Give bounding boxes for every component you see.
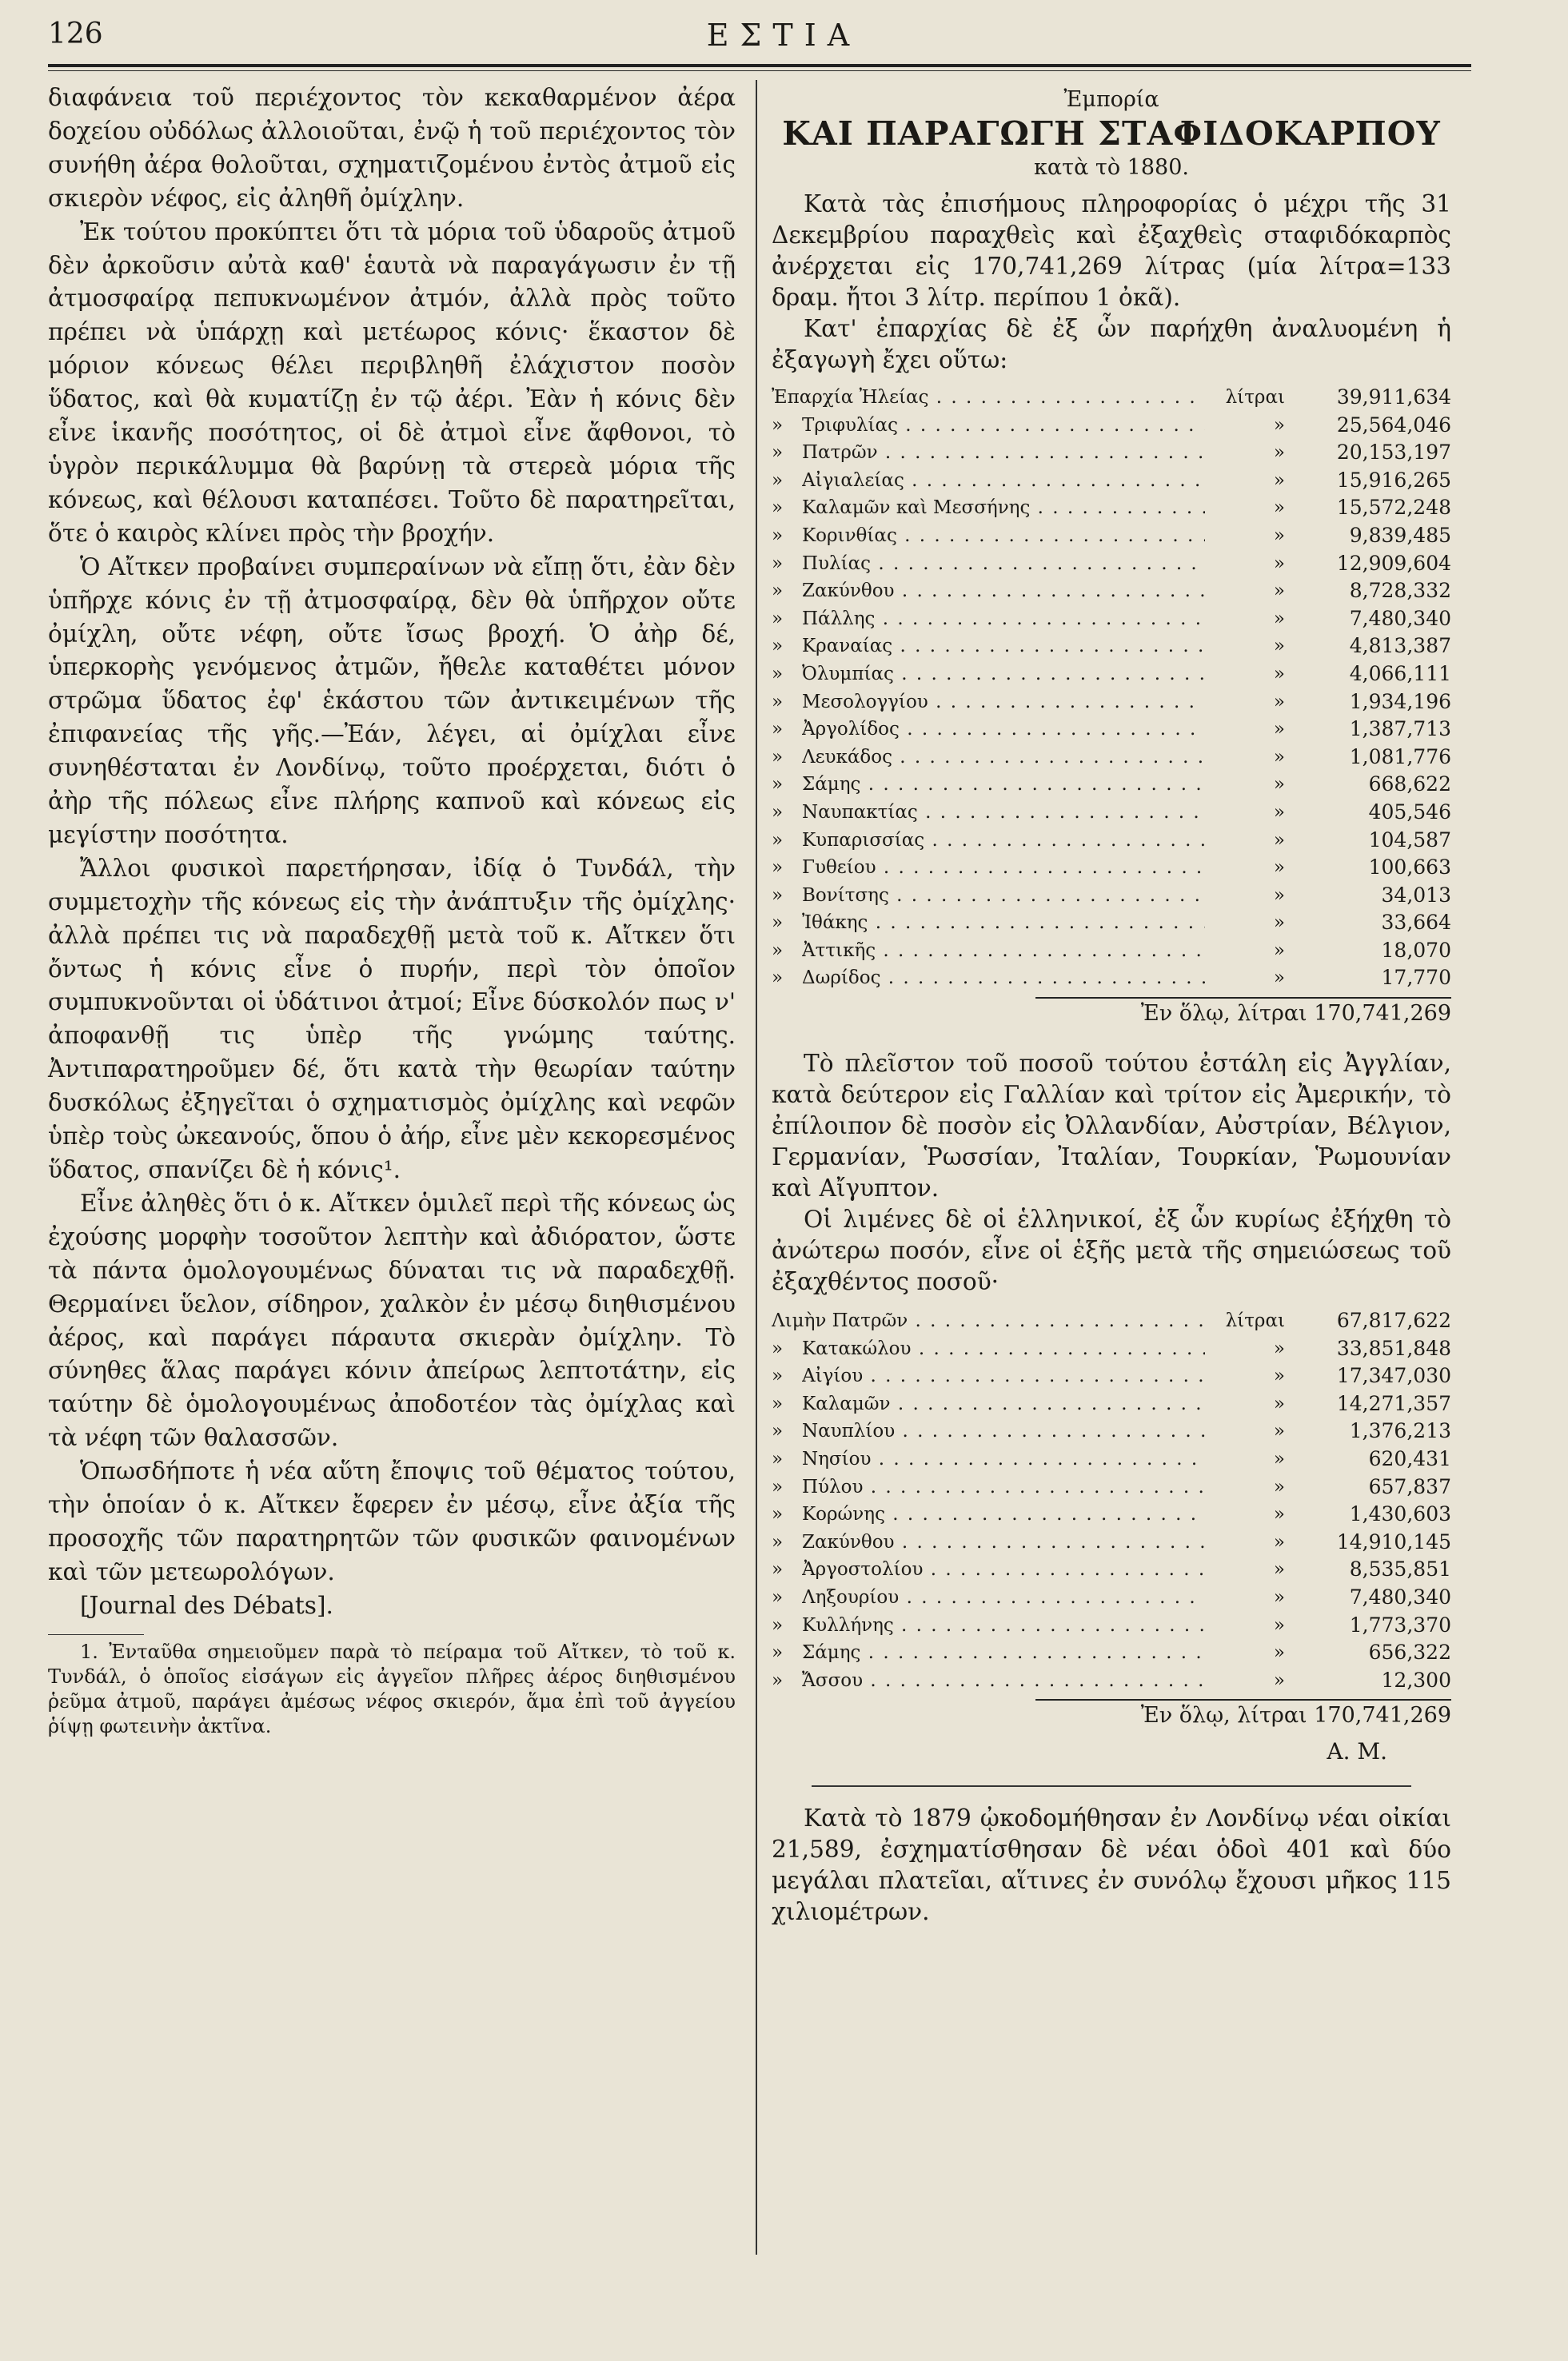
row-value: 657,837 [1368,1474,1451,1498]
row-value: 39,911,634 [1336,385,1451,409]
ditto-mark: » [772,1614,784,1636]
row-unit: » [1273,636,1285,657]
row-unit: » [1273,1531,1285,1553]
table-row [772,964,1451,992]
ditto-mark: » [772,774,784,796]
running-title: ΕΣΤΙΑ [706,18,861,53]
row-value: 17,770 [1381,966,1451,990]
row-name: Ἀττικῆς . . . [802,937,1205,965]
row-name: Κατακώλου . . . [802,1335,1205,1363]
left-column [48,82,736,1739]
row-value: 14,271,357 [1336,1391,1451,1415]
row-value: 67,817,622 [1336,1309,1451,1333]
row-name: Ναυπακτίας . . . [802,799,1205,827]
province-table [772,384,1451,992]
spacer [772,1029,1451,1048]
article-title: ΚΑΙ ΠΑΡΑΓΩΓΗ ΣΤΑΦΙΔΟΚΑΡΠΟΥ [782,114,1441,153]
row-value: 17,347,030 [1336,1364,1451,1388]
row-unit: » [1273,1504,1285,1525]
ditto-mark: » [772,552,784,574]
row-value: 9,839,485 [1349,523,1451,547]
row-unit: » [1273,746,1285,768]
signature: Α. Μ. [1327,1738,1387,1765]
row-name: Πατρῶν . . . [802,439,1205,467]
table-row [772,1307,1451,1335]
row-name: Πάλλης . . . [802,605,1205,633]
row-name: Δωρίδος . . . [802,964,1205,992]
ditto-mark: » [772,1393,784,1414]
row-unit: » [1273,552,1285,574]
row-name: Κορινθίας . . . [802,522,1205,550]
paragraph: Ὁ Αἴτκεν προβαίνει συμπεραίνων νὰ εἴπῃ ὅτι, ἐὰν δὲν ὑπῆρχε κόνις ἐν τῇ ἀτμοσφαίρᾳ, δὲν θὰ ὑπῆρχον οὔτε ὀμίχλη, οὔτε νέφη, οὔτε ἴσως βροχή. Ὁ ἀὴρ δέ, ὑπερκορὴς γενόμενος ἀτμῶν, ἤθελε καταθέτει μόνον στρῶμα ὕδατος ἐφ' ἑκάστου τῶν ἀντικειμένων τῆς ἐπιφανείας τῆς γῆς.—Ἐάν, λέγει, αἱ ὀμίχλαι εἶνε συνηθέσταται ἐν Λονδίνῳ, τοῦτο προέρχεται, διότι ὁ ἀὴρ τῆς πόλεως εἶνε πλήρης καπνοῦ καὶ κόνεως εἰς μεγίστην ποσότητα. [48,552,736,848]
row-unit: » [1273,967,1285,989]
ditto-mark: » [772,636,784,657]
row-unit: » [1273,580,1285,602]
ditto-mark: » [772,1338,784,1359]
page-header [48,11,1519,59]
ditto-mark: » [772,1449,784,1470]
row-name: Γυθείου . . . [802,854,1205,882]
row-value: 12,909,604 [1336,551,1451,575]
row-name: Λιμὴν Πατρῶν . . . [772,1307,1205,1335]
column-divider [756,80,757,2255]
row-unit: λίτραι [1225,1310,1285,1332]
row-value: 8,535,851 [1349,1557,1451,1581]
table-row [772,1529,1451,1557]
source-credit: [Journal des Débats]. [80,1591,333,1619]
row-value: 33,664 [1381,911,1451,935]
row-name: Σάμης . . . [802,771,1205,799]
ditto-mark: » [772,608,784,629]
ditto-mark: » [772,719,784,740]
row-name: Κορώνης . . . [802,1501,1205,1529]
row-name: Νησίου . . . [802,1446,1205,1474]
footnote-rule [48,1634,144,1635]
row-name: Ζακύνθου . . . [802,577,1205,605]
section-separator [812,1785,1411,1787]
row-unit: » [1273,1393,1285,1414]
table-row [772,909,1451,937]
row-unit: » [1273,1476,1285,1498]
header-rule [48,64,1471,67]
row-unit: » [1273,1559,1285,1581]
paragraph: διαφάνεια τοῦ περιέχοντος τὸν κεκαθαρμένον ἀέρα δοχείου οὐδόλως ἀλλοιοῦται, ἐνῷ ἡ τοῦ περιέχοντος τὸν συνήθη ἀέρα θολοῦται, σχηματιζομένου ἐντὸς ἀτμοῦ εἰς σκιερὸν νέφος, εἰς ἀληθῆ ὀμίχλην. [48,84,736,212]
port-table [772,1307,1451,1694]
row-unit: » [1273,1449,1285,1470]
table-row [772,1556,1451,1584]
row-name: Σάμης . . . [802,1639,1205,1667]
table-row [772,412,1451,440]
ditto-mark: » [772,1587,784,1608]
row-name: Ἀργοστολίου . . . [802,1556,1205,1584]
row-unit: » [1273,1669,1285,1691]
row-unit: » [1273,469,1285,491]
row-value: 1,934,196 [1349,689,1451,713]
row-value: 33,851,848 [1336,1336,1451,1360]
ditto-mark: » [772,524,784,546]
ditto-mark: » [772,746,784,768]
table-row [772,1335,1451,1363]
paragraph: Ἄλλοι φυσικοὶ παρετήρησαν, ἰδίᾳ ὁ Τυνδάλ, τὴν συμμετοχὴν τῆς κόνεως εἰς τὴν ἀνάπτυξιν τῆς ὀμίχλης· ἀλλὰ πρέπει τις νὰ παραδεχθῇ μετὰ τοῦ κ. Αἴτκεν ὅτι ὄντως ἡ κόνις εἶνε ὁ πυρήν, περὶ τὸν ὁποῖον συμπυκνοῦνται οἱ ὑδάτινοι ἀτμοί; Εἶνε δύσκολόν πως ν' ἀποφανθῇ τις ὑπὲρ τῆς γνώμης ταύτης. Ἀντιπαρατηροῦμεν δέ, ὅτι κατὰ τὴν θεωρίαν ταύτην δυσκόλως ἐξηγεῖται ὁ σχηματισμὸς ὀμίχλης καὶ νεφῶν ὑπὲρ τοὺς ὠκεανούς, ὅπου ὁ ἀήρ, εἶνε μὲν κεκορεσμένος ὕδατος, σπανίζει δὲ ἡ κόνις¹. [48,854,736,1183]
row-unit: » [1273,939,1285,961]
row-name: Κυπαρισσίας . . . [802,827,1205,855]
header-rule-thin [48,70,1471,71]
row-unit: » [1273,1338,1285,1359]
paragraph: Ὁπωσδήποτε ἡ νέα αὕτη ἔποψις τοῦ θέματος τούτου, τὴν ὁποίαν ὁ κ. Αἴτκεν ἔφερεν ἐν μέσῳ, εἶνε ἀξία τῆς προσοχῆς τῶν παρατηρητῶν τῶν φυσικῶν φαινομένων καὶ τῶν μετεωρολόγων. [48,1458,736,1585]
ditto-mark: » [772,1531,784,1553]
ditto-mark: » [772,801,784,823]
row-value: 620,431 [1368,1447,1451,1471]
row-name: Καλαμῶν . . . [802,1390,1205,1418]
row-unit: λίτραι [1225,387,1285,408]
table-row [772,827,1451,855]
row-value: 14,910,145 [1336,1529,1451,1553]
row-value: 1,773,370 [1349,1613,1451,1637]
ditto-mark: » [772,1421,784,1442]
row-unit: » [1273,1614,1285,1636]
table-row [772,1639,1451,1667]
row-value: 1,081,776 [1349,744,1451,768]
table-row [772,577,1451,605]
ditto-mark: » [772,884,784,906]
ditto-mark: » [772,1559,784,1581]
row-name: Κραναίας . . . [802,632,1205,660]
ditto-mark: » [772,939,784,961]
row-value: 656,322 [1368,1641,1451,1665]
table-row [772,660,1451,688]
row-unit: » [1273,414,1285,436]
paragraph: Εἶνε ἀληθὲς ὅτι ὁ κ. Αἴτκεν ὁμιλεῖ περὶ τῆς κόνεως ὡς ἐχούσης μορφὴν τοσοῦτον λεπτὴν καὶ ἀδιόρατον, ὥστε τὰ πάντα ὁμολογουμένως δύναται τις νὰ παραδεχθῇ. Θερμαίνει ὕελον, σίδηρον, χαλκὸν ἐν μέσῳ διηθισμένου ἀέρος, καὶ παράγει πάραυτα σκιερὰν ὀμίχλην. Τὸ σύνηθες ἅλας παράγει κόνιν ἀπείρως λεπτοτάτην, εἰς ταύτην δὲ ὁμολογουμένως ἀποδοτέον τὰς ὀμίχλας καὶ τὰ νέφη τῶν θαλασσῶν. [48,1189,736,1452]
ditto-mark: » [772,691,784,712]
export-paragraph: Τὸ πλεῖστον τοῦ ποσοῦ τούτου ἐστάλη εἰς Ἀγγλίαν, κατὰ δεύτερον εἰς Γαλλίαν καὶ τρίτον εἰς Ἀμερικήν, τὸ ἐπίλοιπον δὲ ποσὸν εἰς Ὀλλανδίαν, Αὐστρίαν, Βέλγιον, Γερμανίαν, Ῥωσσίαν, Ἰταλίαν, Τουρκίαν, Ῥωμουνίαν καὶ Αἴγυπτον. [772,1050,1451,1202]
table-row [772,1584,1451,1612]
row-unit: » [1273,497,1285,519]
row-value: 12,300 [1381,1668,1451,1692]
row-unit: » [1273,719,1285,740]
port-total: Ἐν ὅλῳ, λίτραι 170,741,269 [1140,1703,1451,1729]
table-row [772,467,1451,495]
row-name: Ληξουρίου . . . [802,1584,1205,1612]
table-row [772,688,1451,716]
row-name: Καλαμῶν καὶ Μεσσήνης . . . [802,494,1205,522]
row-name: Κυλλήνης . . . [802,1612,1205,1640]
row-unit: » [1273,884,1285,906]
row-name: Αἰγιαλείας . . . [802,467,1205,495]
row-value: 1,430,603 [1349,1502,1451,1526]
ditto-mark: » [772,829,784,851]
row-name: Αἰγίου . . . [802,1362,1205,1390]
ditto-mark: » [772,469,784,491]
row-name: Πύλου . . . [802,1474,1205,1502]
table-row [772,1446,1451,1474]
ditto-mark: » [772,912,784,934]
row-value: 1,376,213 [1349,1419,1451,1443]
row-value: 100,663 [1368,855,1451,879]
ditto-mark: » [772,414,784,436]
row-value: 4,066,111 [1349,661,1451,685]
table-row [772,1474,1451,1502]
ditto-mark: » [772,497,784,519]
spacer [772,1298,1451,1306]
row-name: Βονίτσης . . . [802,882,1205,910]
row-name: Ναυπλίου . . . [802,1418,1205,1446]
table-row [772,1612,1451,1640]
row-name: Ἄσσου . . . [802,1667,1205,1695]
ditto-mark: » [772,663,784,684]
row-value: 4,813,387 [1349,634,1451,658]
row-value: 7,480,340 [1349,606,1451,630]
row-value: 15,572,248 [1336,496,1451,520]
table-row [772,744,1451,772]
spacer [772,376,1451,382]
row-name: Ἐπαρχία Ἠλείας . . . [772,384,1205,412]
row-value: 34,013 [1381,883,1451,907]
row-value: 7,480,340 [1349,1585,1451,1609]
table-row [772,494,1451,522]
row-unit: » [1273,1421,1285,1442]
row-name: Ὀλυμπίας . . . [802,660,1205,688]
table-row [772,632,1451,660]
lead-paragraph: Κατ' ἐπαρχίας δὲ ἐξ ὧν παρήχθη ἀναλυομένη ἡ ἐξαγωγὴ ἔχει οὕτω: [772,315,1451,373]
row-name: Πυλίας . . . [802,550,1205,578]
ditto-mark: » [772,580,784,602]
row-unit: » [1273,691,1285,712]
row-value: 15,916,265 [1336,468,1451,492]
row-unit: » [1273,442,1285,464]
row-value: 8,728,332 [1349,579,1451,603]
province-total: Ἐν ὅλῳ, λίτραι 170,741,269 [1140,1001,1451,1027]
paragraph: Ἐκ τούτου προκύπτει ὅτι τὰ μόρια τοῦ ὑδαροῦς ἀτμοῦ δὲν ἀρκοῦσιν αὐτὰ καθ' ἑαυτὰ νὰ παραγάγωσιν ἐν τῇ ἀτμοσφαίρᾳ πεπυκνωμένον ἀτμόν, ἀλλὰ πρὸς τοῦτο πρέπει νὰ ὑπάρχῃ καὶ μετέωρος κόνις· ἕκαστον δὲ μόριον κόνεως θέλει περιβληθῆ ἐλάχιστον ποσὸν ὕδατος, καὶ θὰ κυματίζῃ ἐν τῷ ἀέρι. Ἐὰν ἡ κόνις δὲν εἶνε ἱκανῆς ποσότητος, οἱ δὲ ἀτμοὶ εἶνε ἄφθονοι, τὸ ὑγρὸν περικάλυμμα θὰ βαρύνῃ τὰ στερεὰ μόρια τῆς κόνεως, καὶ θέλουσι καταπέσει. Τοῦτο δὲ παρατηρεῖται, ὅτε ὁ καιρὸς κλίνει πρὸς τὴν βροχήν. [48,217,736,547]
row-value: 1,387,713 [1349,717,1451,741]
ditto-mark: » [772,1669,784,1691]
row-unit: » [1273,524,1285,546]
table-row [772,799,1451,827]
table-row [772,1390,1451,1418]
row-value: 20,153,197 [1336,441,1451,465]
row-unit: » [1273,912,1285,934]
table-row [772,771,1451,799]
row-name: Ζακύνθου . . . [802,1529,1205,1557]
row-unit: » [1273,857,1285,879]
table-row [772,1418,1451,1446]
london-paragraph: Κατὰ τὸ 1879 ᾠκοδομήθησαν ἐν Λονδίνῳ νέαι οἰκίαι 21,589, ἐσχηματίσθησαν δὲ νέαι ὁδοὶ 401 καὶ δύο μεγάλαι πλατεῖαι, αἵτινες ἐν συνόλῳ ἔχουσι μῆκος 115 χιλιομέτρων. [772,1805,1451,1926]
footnote: 1. Ἐνταῦθα σημειοῦμεν παρὰ τὸ πείραμα τοῦ Αἴτκεν, τὸ τοῦ κ. Τυνδάλ, ὁ ὁποῖος εἰσάγων εἰς ἀγγεῖον πλῆρες ἀέρος διηθισμένου ῥεῦμα ἀτμοῦ, παράγει ἀμέσως νέφος σκιερόν, ἅμα ἐπὶ τοῦ ἀγγείου ῥίψῃ φωτεινὴν ἀκτῖνα. [48,1640,736,1737]
row-unit: » [1273,1587,1285,1608]
table-row [772,854,1451,882]
table-row [772,716,1451,744]
row-name: Ἰθάκης . . . [802,909,1205,937]
row-value: 405,546 [1368,800,1451,824]
table-row [772,882,1451,910]
row-value: 104,587 [1368,828,1451,851]
row-unit: » [1273,774,1285,796]
page-number: 126 [48,18,103,50]
ditto-mark: » [772,1504,784,1525]
row-unit: » [1273,801,1285,823]
table-row [772,384,1451,412]
row-value: 18,070 [1381,938,1451,962]
row-name: Τριφυλίας . . . [802,412,1205,440]
intro-paragraph: Κατὰ τὰς ἐπισήμους πληροφορίας ὁ μέχρι τῆς 31 Δεκεμβρίου παραχθεὶς καὶ ἐξαχθεὶς σταφιδόκαρπὸς ἀνέρχεται εἰς 170,741,269 λίτρας (μία λίτρα=133 δραμ. ἤτοι 3 λίτρ. περίπου 1 ὀκᾶ). [772,190,1451,311]
row-unit: » [1273,663,1285,684]
row-name: Ἀργολίδος . . . [802,716,1205,744]
row-value: 25,564,046 [1336,413,1451,437]
table-row [772,1501,1451,1529]
row-name: Μεσολογγίου . . . [802,688,1205,716]
table-row [772,550,1451,578]
ditto-mark: » [772,857,784,879]
article-subtitle: κατὰ τὸ 1880. [1034,155,1189,180]
table-row [772,1667,1451,1695]
ditto-mark: » [772,1476,784,1498]
right-column [772,86,1451,1928]
ports-paragraph: Οἱ λιμένες δὲ οἱ ἑλληνικοί, ἐξ ὧν κυρίως ἐξήχθη τὸ ἀνώτερω ποσόν, εἶνε οἱ ἑξῆς μετὰ τῆς σημειώσεως τοῦ ἐξαχθέντος ποσοῦ· [772,1206,1451,1296]
row-unit: » [1273,608,1285,629]
row-unit: » [1273,1366,1285,1387]
table-row [772,1362,1451,1390]
table-row [772,439,1451,467]
table-row [772,937,1451,965]
ditto-mark: » [772,967,784,989]
row-name: Λευκάδος . . . [802,744,1205,772]
ditto-mark: » [772,1366,784,1387]
row-unit: » [1273,1642,1285,1664]
ditto-mark: » [772,1642,784,1664]
table-row [772,522,1451,550]
article-kicker: Ἐμπορία [1063,87,1159,112]
row-unit: » [1273,829,1285,851]
ditto-mark: » [772,442,784,464]
table-row [772,605,1451,633]
row-value: 668,622 [1368,772,1451,796]
